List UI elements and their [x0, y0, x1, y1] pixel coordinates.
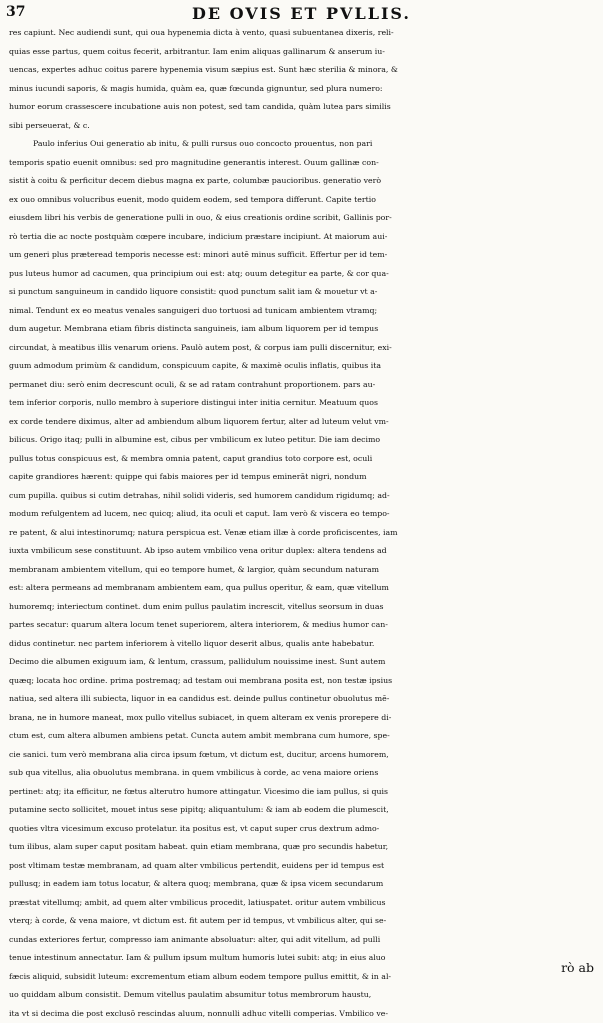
text-line: pullus totus conspicuus est, & membra omnia patent, caput grandius toto corpore est, oculi — [9, 450, 599, 469]
text-line: modum refulgentem ad lucem, nec quicq; aliud, ita oculi et caput. Iam verò & viscera eo tempo- — [9, 505, 599, 524]
text-line: est: altera permeans ad membranam ambientem eam, qua pullus operitur, & eam, quæ vitellum — [9, 579, 599, 598]
text-line: cum pupilla. quibus si cutim detrahas, nihil solidi videris, sed humorem candidum rigidumq; ad- — [9, 487, 599, 506]
text-line: nimal. Tendunt ex eo meatus venales sanguigeri duo tortuosi ad tunicam ambientem vtramq; — [9, 302, 599, 321]
text-line: minus iucundi saporis, & magis humida, quàm ea, quæ fœcunda gignuntur, sed plura numero: — [9, 80, 599, 99]
text-line: guum admodum primùm & candidum, conspicuum capite, & maximè oculis inflatis, quibus ita — [9, 357, 599, 376]
text-line: membranam ambientem vitellum, qui eo tempore humet, & largior, quàm secundum naturam — [9, 561, 599, 580]
text-line: partes secatur: quarum altera locum tenet superiorem, altera interiorem, & medius humor can- — [9, 616, 599, 635]
text-line: cie sanici. tum verò membrana alia circa ipsum fœtum, vt dictum est, ducitur, arcens humorem, — [9, 746, 599, 765]
text-line: tum ilibus, alam super caput positam habeat. quin etiam membrana, quæ pro secundis habetur, — [9, 838, 599, 857]
text-line: Decimo die albumen exiguum iam, & lentum, crassum, pallidulum nouissime inest. Sunt autem — [9, 653, 599, 672]
text-line: sub qua vitellus, alia obuolutus membrana. in quem vmbilicus à corde, ac vena maiore oriens — [9, 764, 599, 783]
text-line: pullusq; in eadem iam totus locatur, & altera quoq; membrana, quæ & ipsa vicem secundarum — [9, 875, 599, 894]
text-line: res capiunt. Nec audiendi sunt, qui oua hypenemia dicta à vento, quasi subuentanea dixeris, reli- — [9, 24, 599, 43]
text-line: fæcis aliquid, subsidit luteum: excrementum etiam album eodem tempore pullus emittit, & in al- — [9, 968, 599, 987]
text-body — [9, 24, 599, 1023]
text-line: ex corde tendere diximus, alter ad ambiendum album liquorem fertur, alter ad luteum velut vm- — [9, 413, 599, 432]
text-line: sibi perseuerat, & c. — [9, 117, 599, 136]
text-line: Paulo inferius Oui generatio ab initu, & pulli rursus ouo concocto prouentus, non pari — [9, 135, 599, 154]
text-line: didus continetur. nec partem inferiorem à vitello liquor deserit albus, qualis ante habebatur. — [9, 635, 599, 654]
text-line: quias esse partus, quem coitus fecerit, arbitrantur. Iam enim aliquas gallinarum & anserum iu- — [9, 43, 599, 62]
text-line: brana, ne in humore maneat, mox pullo vitellus subiacet, in quem alteram ex venis prorepere di- — [9, 709, 599, 728]
text-line: quoties vltra vicesimum excuso protelatur. ita positus est, vt caput super crus dextrum admo- — [9, 820, 599, 839]
text-line: iuxta vmbilicum sese constituunt. Ab ipso autem vmbilico vena oritur duplex: altera tendens ad — [9, 542, 599, 561]
text-line: permanet diu: serò enim decrescunt oculi, & se ad ratam contrahunt proportionem. pars au- — [9, 376, 599, 395]
text-line: humor eorum crassescere incubatione auis non potest, sed tam candida, quàm lutea pars similis — [9, 98, 599, 117]
text-line: uo quiddam album consistit. Demum vitellus paulatim absumitur totus membrorum haustu, — [9, 986, 599, 1005]
text-line: natiua, sed altera illi subiecta, liquor in ea candidus est. deinde pullus continetur obuolutus mē- — [9, 690, 599, 709]
text-line: tem inferior corporis, nullo membro à superiore distingui inter initia cernitur. Meatuum quos — [9, 394, 599, 413]
text-line: cundas exteriores fertur, compresso iam animante absoluatur: alter, qui adit vitellum, ad pulli — [9, 931, 599, 950]
text-line: uencas, expertes adhuc coitus parere hypenemia visum sæpius est. Sunt hæc sterilia & minora, & — [9, 61, 599, 80]
text-line: circundat, à meatibus illis venarum oriens. Paulò autem post, & corpus iam pulli discernitur, exi- — [9, 339, 599, 358]
text-line: tenue intestinum annectatur. Iam & pullum ipsum multum humoris lutei subit: atq; in eius aluo — [9, 949, 599, 968]
text-line: post vltimam testæ membranam, ad quam alter vmbilicus pertendit, euidens per id tempus est — [9, 857, 599, 876]
catchword: rò ab — [561, 960, 594, 975]
text-line: capite grandiores hærent: quippe qui fabis maiores per id tempus eminerāt nigri, nondum — [9, 468, 599, 487]
text-line: sistit à coitu & perficitur decem diebus magna ex parte, columbæ paucioribus. generatio verò — [9, 172, 599, 191]
text-line: ex ouo omnibus volucribus euenit, modo quidem eodem, sed tempora differunt. Capite tertio — [9, 191, 599, 210]
running-head: DE OVIS ET PVLLIS. — [0, 4, 603, 23]
text-line: rò tertia die ac nocte postquàm cœpere incubare, indicium præstare incipiunt. At maiorum aui- — [9, 228, 599, 247]
text-line: præstat vitellumq; ambit, ad quem alter vmbilicus procedit, latiuspatet. oritur autem vmbilicus — [9, 894, 599, 913]
text-line: dum augetur. Membrana etiam fibris distincta sanguineis, iam album liquorem per id tempus — [9, 320, 599, 339]
page-number: 37 — [6, 4, 25, 20]
text-line: um generi plus præteread temporis necesse est: minori autē minus sufficit. Effertur per id tem- — [9, 246, 599, 265]
text-line: re patent, & alui intestinorumq; natura perspicua est. Venæ etiam illæ à corde proficiscentes, iam — [9, 524, 599, 543]
text-line: pertinet: atq; ita efficitur, ne fœtus alterutro humore attingatur. Vicesimo die iam pullus, si quis — [9, 783, 599, 802]
text-line: bilicus. Origo itaq; pulli in albumine est, cibus per vmbilicum ex luteo petitur. Die iam decimo — [9, 431, 599, 450]
text-line: si punctum sanguineum in candido liquore consistit: quod punctum salit iam & mouetur vt a- — [9, 283, 599, 302]
text-line: quæq; locata hoc ordine. prima postremaq; ad testam oui membrana posita est, non testæ ipsius — [9, 672, 599, 691]
text-line: ita vt si decima die post exclusō rescindas aluum, nonnulli adhuc vitelli comperias. Vmbilico ve- — [9, 1005, 599, 1023]
text-line: humoremq; interiectum continet. dum enim pullus paulatim increscit, vitellus seorsum in duas — [9, 598, 599, 617]
text-line: temporis spatio euenit omnibus: sed pro magnitudine generantis interest. Ouum gallinæ con- — [9, 154, 599, 173]
text-line: putamine secto sollicitet, mouet intus sese pipitq; aliquantulum: & iam ab eodem die plumescit, — [9, 801, 599, 820]
text-line: vterq; à corde, & vena maiore, vt dictum est. fit autem per id tempus, vt vmbilicus alter, qui se- — [9, 912, 599, 931]
text-line: eiusdem libri his verbis de generatione pulli in ouo, & eius creationis ordine scribit, Gallinis por- — [9, 209, 599, 228]
text-line: ctum est, cum altera albumen ambiens petat. Cuncta autem ambit membrana cum humore, spe- — [9, 727, 599, 746]
text-line: pus luteus humor ad cacumen, qua principium oui est: atq; ouum detegitur ea parte, & cor qua- — [9, 265, 599, 284]
